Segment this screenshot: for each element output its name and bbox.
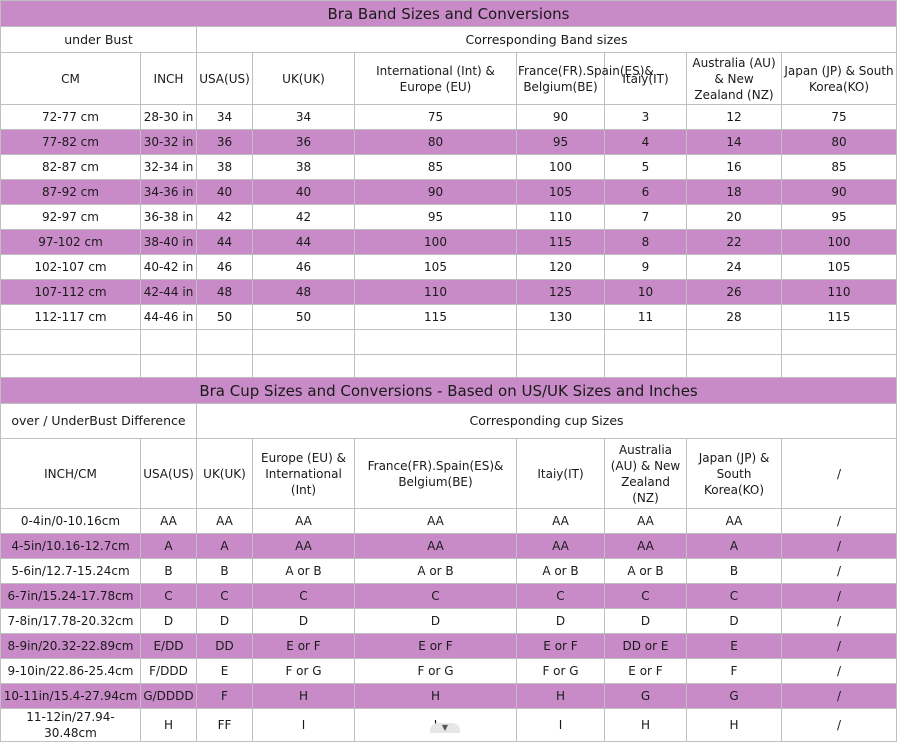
table-cell: 102-107 cm [1, 255, 141, 280]
column-header: France(FR).Spain(ES)& Belgium(BE) [517, 53, 605, 105]
column-header: INCH [141, 53, 197, 105]
table-cell: 36 [197, 130, 253, 155]
table-cell: A or B [605, 559, 687, 584]
table-cell: 42 [253, 205, 355, 230]
table-cell: 38 [197, 155, 253, 180]
table-cell: 40 [253, 180, 355, 205]
table-cell: B [687, 559, 782, 584]
table-cell: C [687, 584, 782, 609]
table-cell: AA [253, 509, 355, 534]
table-row [1, 559, 897, 584]
table-cell: 115 [517, 230, 605, 255]
cup-size-table [0, 377, 897, 742]
table-cell: AA [605, 509, 687, 534]
table-cell: D [355, 609, 517, 634]
table-cell: 34 [197, 105, 253, 130]
table-cell: E or F [605, 659, 687, 684]
table-cell: D [605, 609, 687, 634]
table-row [1, 609, 897, 634]
column-header: UK(UK) [253, 53, 355, 105]
table-cell: 75 [782, 105, 897, 130]
table-cell: AA [517, 534, 605, 559]
table-cell: 72-77 cm [1, 105, 141, 130]
table-cell: A [687, 534, 782, 559]
table-cell: G [605, 684, 687, 709]
table-row [1, 205, 897, 230]
table-cell: H [687, 709, 782, 742]
table-cell: AA [141, 509, 197, 534]
table-cell: / [782, 609, 897, 634]
table-cell: 100 [517, 155, 605, 180]
table-row [1, 280, 897, 305]
table-cell: G [687, 684, 782, 709]
table-cell: 115 [355, 305, 517, 330]
table-cell: 125 [517, 280, 605, 305]
column-header: Itaiy(IT) [517, 439, 605, 509]
table-cell: 44 [197, 230, 253, 255]
table-cell: 110 [782, 280, 897, 305]
table-cell: 50 [253, 305, 355, 330]
table-cell: / [782, 534, 897, 559]
table-cell: 42-44 in [141, 280, 197, 305]
table-cell: A or B [517, 559, 605, 584]
table-cell: 82-87 cm [1, 155, 141, 180]
under-bust-group-header: under Bust [1, 27, 197, 53]
table-cell: AA [355, 509, 517, 534]
table-cell: 6 [605, 180, 687, 205]
table-cell: 112-117 cm [1, 305, 141, 330]
table-cell: 38 [253, 155, 355, 180]
table-cell: AA [197, 509, 253, 534]
column-header: Japan (JP) & South Korea(KO) [687, 439, 782, 509]
table-cell: 85 [355, 155, 517, 180]
table-cell: 0-4in/0-10.16cm [1, 509, 141, 534]
table-row [1, 305, 897, 330]
table-cell: 48 [253, 280, 355, 305]
column-header: Europe (EU) & International (Int) [253, 439, 355, 509]
table-row [1, 130, 897, 155]
table-cell: F [197, 684, 253, 709]
table-cell: 11 [605, 305, 687, 330]
table-cell: 44-46 in [141, 305, 197, 330]
table-cell: 8-9in/20.32-22.89cm [1, 634, 141, 659]
table-cell: 20 [687, 205, 782, 230]
column-header: USA(US) [197, 53, 253, 105]
table-cell: 7-8in/17.78-20.32cm [1, 609, 141, 634]
table-cell: E or F [355, 634, 517, 659]
table-cell: 28 [687, 305, 782, 330]
table-cell: 85 [782, 155, 897, 180]
table-cell: 90 [782, 180, 897, 205]
table-cell: A or B [355, 559, 517, 584]
column-header: USA(US) [141, 439, 197, 509]
table-cell: AA [355, 534, 517, 559]
table-cell: H [355, 684, 517, 709]
table-cell: I [517, 709, 605, 742]
table-cell: A [197, 534, 253, 559]
table-cell: 90 [517, 105, 605, 130]
table-cell: 12 [687, 105, 782, 130]
table-cell: 110 [355, 280, 517, 305]
table-cell: 22 [687, 230, 782, 255]
table-cell: 105 [517, 180, 605, 205]
table-cell: 5 [605, 155, 687, 180]
table-cell: 48 [197, 280, 253, 305]
table-cell: 6-7in/15.24-17.78cm [1, 584, 141, 609]
table-cell: C [355, 584, 517, 609]
table-cell: 9-10in/22.86-25.4cm [1, 659, 141, 684]
table-cell: 77-82 cm [1, 130, 141, 155]
table-cell: DD [197, 634, 253, 659]
band-table-body [1, 105, 897, 330]
table-cell: 97-102 cm [1, 230, 141, 255]
scroll-down-icon[interactable]: ▼ [430, 723, 460, 733]
table-cell: 105 [782, 255, 897, 280]
column-header: / [782, 439, 897, 509]
table-cell: / [782, 584, 897, 609]
table-cell: 95 [355, 205, 517, 230]
table-cell: I [253, 709, 355, 742]
cup-table-title: Bra Cup Sizes and Conversions - Based on US/UK Sizes and Inches [1, 378, 897, 404]
column-header: INCH/CM [1, 439, 141, 509]
table-cell: D [141, 609, 197, 634]
table-cell: D [197, 609, 253, 634]
table-cell: 42 [197, 205, 253, 230]
table-row [1, 255, 897, 280]
table-cell: H [141, 709, 197, 742]
table-cell: AA [687, 509, 782, 534]
table-cell: 5-6in/12.7-15.24cm [1, 559, 141, 584]
table-cell: 95 [782, 205, 897, 230]
band-sizes-group-header: Corresponding Band sizes [197, 27, 897, 53]
table-cell: 14 [687, 130, 782, 155]
table-row [1, 659, 897, 684]
table-cell: / [782, 634, 897, 659]
table-cell: E [197, 659, 253, 684]
band-table-title: Bra Band Sizes and Conversions [1, 1, 897, 27]
table-row [1, 509, 897, 534]
table-cell: 130 [517, 305, 605, 330]
column-header: Australia (AU) & New Zealand (NZ) [687, 53, 782, 105]
table-cell: 28-30 in [141, 105, 197, 130]
table-cell: A [141, 534, 197, 559]
table-cell: C [605, 584, 687, 609]
column-header: UK(UK) [197, 439, 253, 509]
table-cell: 100 [355, 230, 517, 255]
table-cell: DD or E [605, 634, 687, 659]
table-cell: 80 [782, 130, 897, 155]
table-cell: 24 [687, 255, 782, 280]
column-header: CM [1, 53, 141, 105]
table-row [1, 584, 897, 609]
table-cell: E or F [517, 634, 605, 659]
table-cell: E or F [253, 634, 355, 659]
table-cell: 8 [605, 230, 687, 255]
table-cell: 36-38 in [141, 205, 197, 230]
table-cell: F [687, 659, 782, 684]
table-cell: 92-97 cm [1, 205, 141, 230]
table-cell: 10-11in/15.4-27.94cm [1, 684, 141, 709]
table-cell: G/DDDD [141, 684, 197, 709]
table-cell: 3 [605, 105, 687, 130]
cup-table-body [1, 509, 897, 742]
empty-row [1, 330, 897, 355]
table-cell: 34-36 in [141, 180, 197, 205]
table-row [1, 180, 897, 205]
table-cell: F or G [355, 659, 517, 684]
table-cell: FF [197, 709, 253, 742]
table-row [1, 534, 897, 559]
table-cell: 87-92 cm [1, 180, 141, 205]
column-header: International (Int) & Europe (EU) [355, 53, 517, 105]
table-cell: 100 [782, 230, 897, 255]
cup-column-headers [1, 439, 897, 509]
table-cell: 16 [687, 155, 782, 180]
table-cell: / [782, 659, 897, 684]
table-cell: H [605, 709, 687, 742]
table-row [1, 634, 897, 659]
table-row [1, 230, 897, 255]
table-cell: / [782, 684, 897, 709]
table-cell: F or G [517, 659, 605, 684]
empty-row [1, 355, 897, 379]
table-cell: D [253, 609, 355, 634]
table-cell: 44 [253, 230, 355, 255]
column-header: France(FR).Spain(ES)& Belgium(BE) [355, 439, 517, 509]
table-cell: 7 [605, 205, 687, 230]
table-cell: 30-32 in [141, 130, 197, 155]
table-cell: 46 [253, 255, 355, 280]
table-row [1, 155, 897, 180]
table-cell: 36 [253, 130, 355, 155]
table-cell: 50 [197, 305, 253, 330]
table-cell: H [253, 684, 355, 709]
column-header: Australia (AU) & New Zealand (NZ) [605, 439, 687, 509]
table-cell: AA [517, 509, 605, 534]
band-column-headers [1, 53, 897, 105]
table-cell: 11-12in/27.94-30.48cm [1, 709, 141, 742]
table-cell: E [687, 634, 782, 659]
table-cell: AA [605, 534, 687, 559]
table-cell: / [782, 559, 897, 584]
table-cell: H [517, 684, 605, 709]
table-cell: E/DD [141, 634, 197, 659]
table-cell: D [517, 609, 605, 634]
table-row [1, 105, 897, 130]
table-cell: 40 [197, 180, 253, 205]
table-cell: 38-40 in [141, 230, 197, 255]
table-cell: F/DDD [141, 659, 197, 684]
table-cell: 18 [687, 180, 782, 205]
table-cell: AA [253, 534, 355, 559]
bust-difference-group-header: over / UnderBust Difference [1, 404, 197, 439]
table-cell: A or B [253, 559, 355, 584]
table-cell: 40-42 in [141, 255, 197, 280]
table-cell: 26 [687, 280, 782, 305]
table-cell: 4-5in/10.16-12.7cm [1, 534, 141, 559]
column-header: Itaiy(IT) [605, 53, 687, 105]
table-cell: B [141, 559, 197, 584]
table-cell: C [517, 584, 605, 609]
table-cell: 95 [517, 130, 605, 155]
cup-sizes-group-header: Corresponding cup Sizes [197, 404, 897, 439]
table-cell: 10 [605, 280, 687, 305]
table-cell: C [253, 584, 355, 609]
table-cell: D [687, 609, 782, 634]
table-cell: 32-34 in [141, 155, 197, 180]
table-cell: 120 [517, 255, 605, 280]
table-cell: 34 [253, 105, 355, 130]
table-cell: 46 [197, 255, 253, 280]
table-cell: 110 [517, 205, 605, 230]
table-cell: 105 [355, 255, 517, 280]
table-cell: 4 [605, 130, 687, 155]
table-cell: 80 [355, 130, 517, 155]
table-cell: 75 [355, 105, 517, 130]
table-cell: C [141, 584, 197, 609]
table-cell: 115 [782, 305, 897, 330]
table-cell: 90 [355, 180, 517, 205]
table-cell: / [782, 509, 897, 534]
column-header: Japan (JP) & South Korea(KO) [782, 53, 897, 105]
table-cell: 107-112 cm [1, 280, 141, 305]
table-cell: 9 [605, 255, 687, 280]
table-cell: F or G [253, 659, 355, 684]
table-cell: B [197, 559, 253, 584]
table-cell: / [782, 709, 897, 742]
table-row [1, 684, 897, 709]
table-cell: C [197, 584, 253, 609]
